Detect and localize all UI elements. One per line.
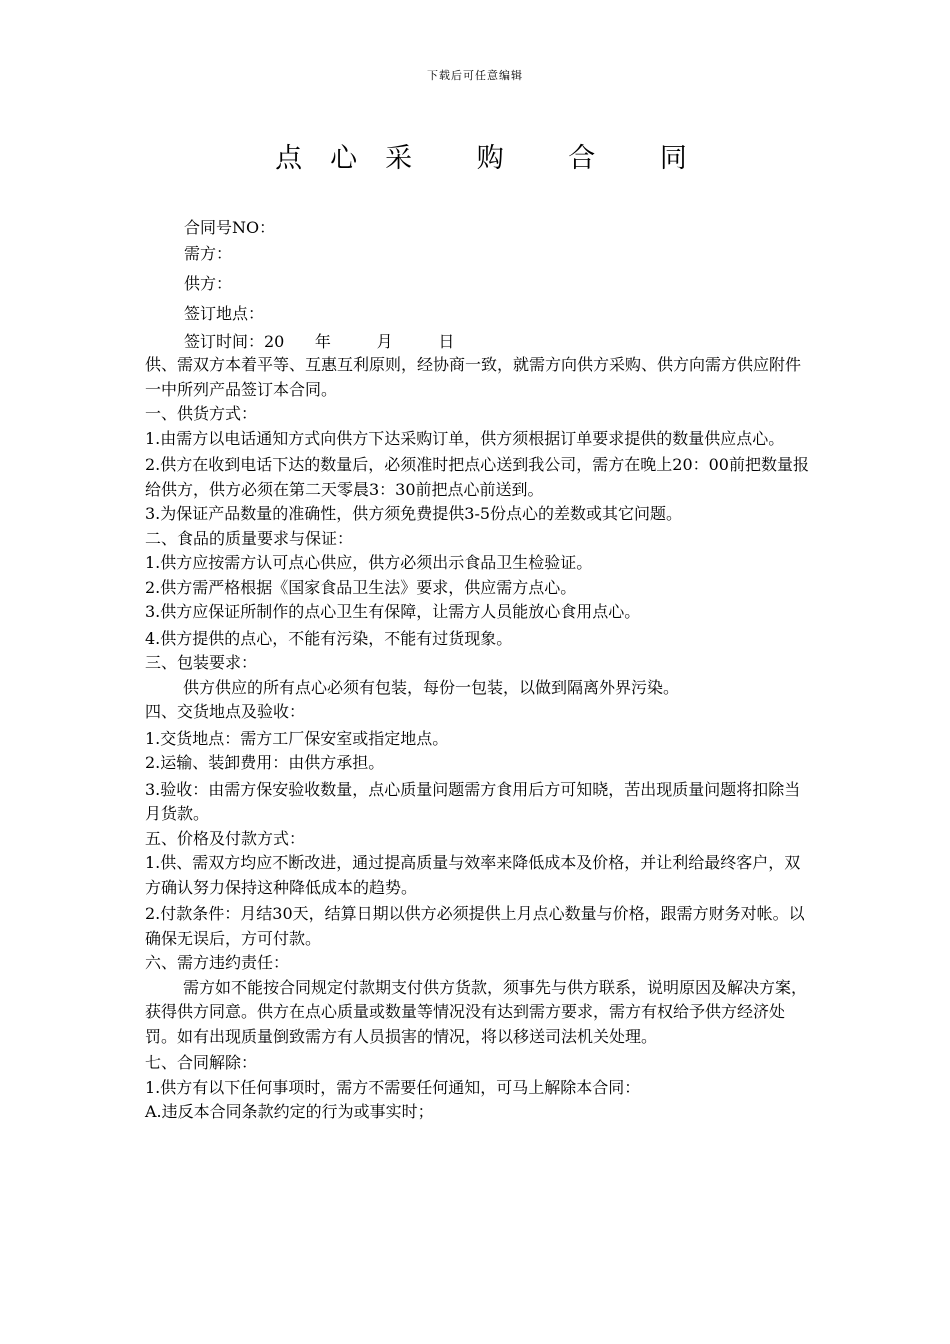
clause: 1.由需方以电话通知方式向供方下达采购订单，供方须根据订单要求提供的数量供应点心。 [145,428,785,448]
clause: A.违反本合同条款约定的行为或事实时； [145,1102,434,1121]
section-heading: 五、价格及付款方式： [145,828,306,848]
section-heading: 六、需方违约责任： [145,953,290,972]
clause: 4.供方提供的点心，不能有污染，不能有过货现象。 [145,628,513,648]
clause: 供方供应的所有点心必须有包装，每份一包装，以做到隔离外界污染。 [183,677,680,697]
field-contract-no: 合同号NO： [184,218,276,237]
preamble: 供、需双方本着平等、互惠互利原则，经协商一致，就需方向供方采购、供方向需方供应附件一中所列产品签订本合同。 [145,355,802,399]
clause: 3.验收：由需方保安验收数量，点心质量问题需方食用后方可知晓，苦出现质量问题将扣除当月货款。 [145,779,801,823]
clause: 2.运输、装卸费用：由供方承担。 [145,753,385,772]
clause: 3.供方应保证所制作的点心卫生有保障，让需方人员能放心食用点心。 [145,602,641,621]
clause: 3.为保证产品数量的准确性，供方须免费提供3-5份点心的差数或其它问题。 [145,504,683,523]
clause: 2.供方需严格根据《国家食品卫生法》要求，供应需方点心。 [145,577,577,597]
clause: 1.供、需双方均应不断改进，通过提高质量与效率来降低成本及价格，并让利给最终客户，双方确认努力保持这种降低成本的趋势。 [145,853,801,897]
clause: 1.供方有以下任何事项时，需方不需要任何通知，可马上解除本合同： [145,1077,641,1097]
clause: 2.付款条件：月结30天，结算日期以供方必须提供上月点心数量与价格，跟需方财务对帐。以确保无误后，方可付款。 [145,904,805,948]
field-date: 签订时间：20 年 月 日 [184,332,455,351]
section-heading: 一、供货方式： [145,404,258,423]
field-buyer: 需方： [184,244,233,263]
section-heading: 二、食品的质量要求与保证： [145,528,354,548]
section-heading: 四、交货地点及验收： [145,702,306,721]
clause: 1.供方应按需方认可点心供应，供方必须出示食品卫生检验证。 [145,553,593,572]
field-supplier: 供方： [184,274,233,293]
section-heading: 三、包装要求： [145,653,258,672]
contract-body [145,353,811,1125]
page-header: 下载后可任意编辑 [427,69,523,82]
clause: 2.供方在收到电话下达的数量后，必须准时把点心送到我公司，需方在晚上20：00前把数量报给供方，供方必须在第二天零晨3：30前把点心前送到。 [145,455,809,499]
clause: 1.交货地点：需方工厂保安室或指定地点。 [145,728,449,748]
field-place: 签订地点： [184,304,265,323]
section-heading: 七、合同解除： [145,1053,258,1072]
clause: 需方如不能按合同规定付款期支付供方货款，须事先与供方联系，说明原因及解决方案，获得供方同意。供方在点心质量或数量等情况没有达到需方要求，需方有权给予供方经济处罚。如有出现质量倒致需方有人员损害的情况，将以移送司法机关处理。 [145,977,808,1046]
document-title: 点心采 购 合 同 [275,143,715,174]
